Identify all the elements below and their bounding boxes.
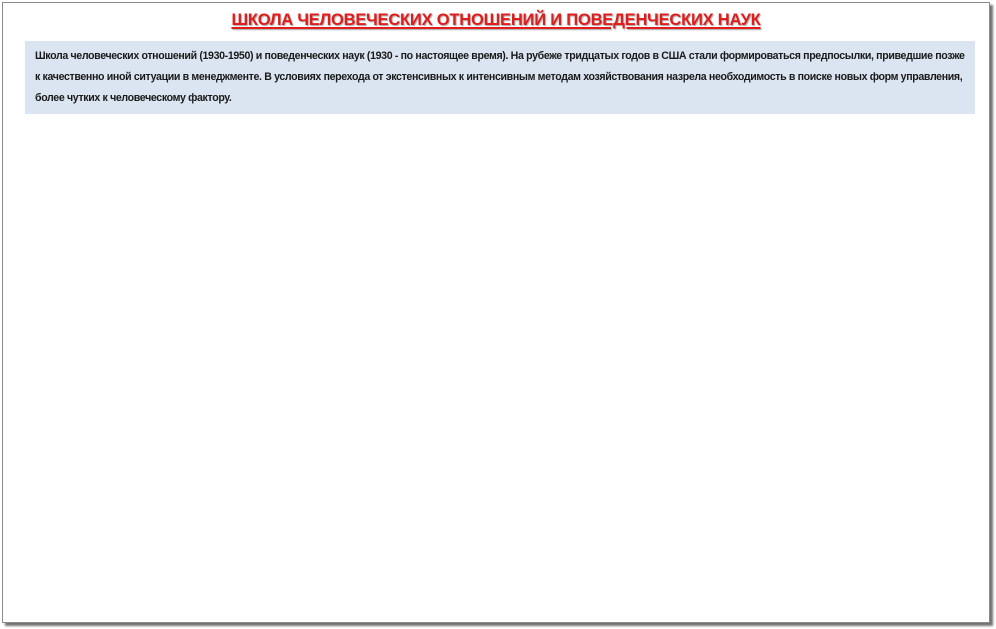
intro-paragraph: Школа человеческих отношений (1930-1950) и поведенческих наук (1930 - по настоящее время). На рубеже тридцатых годов в США стали формироваться предпосылки, приведшие позже к качественно иной ситуации в менеджменте. В условиях перехода от экстенсивных к интенсивным методам хозяйствования назрела необходимость в поиске новых форм управления, более чутких к человеческому фактору. — [35, 50, 965, 104]
document-title: ШКОЛА ЧЕЛОВЕЧЕСКИХ ОТНОШЕНИЙ И ПОВЕДЕНЧЕСКИХ НАУК — [231, 11, 761, 29]
intro-box — [25, 41, 975, 114]
document-frame — [2, 2, 990, 623]
